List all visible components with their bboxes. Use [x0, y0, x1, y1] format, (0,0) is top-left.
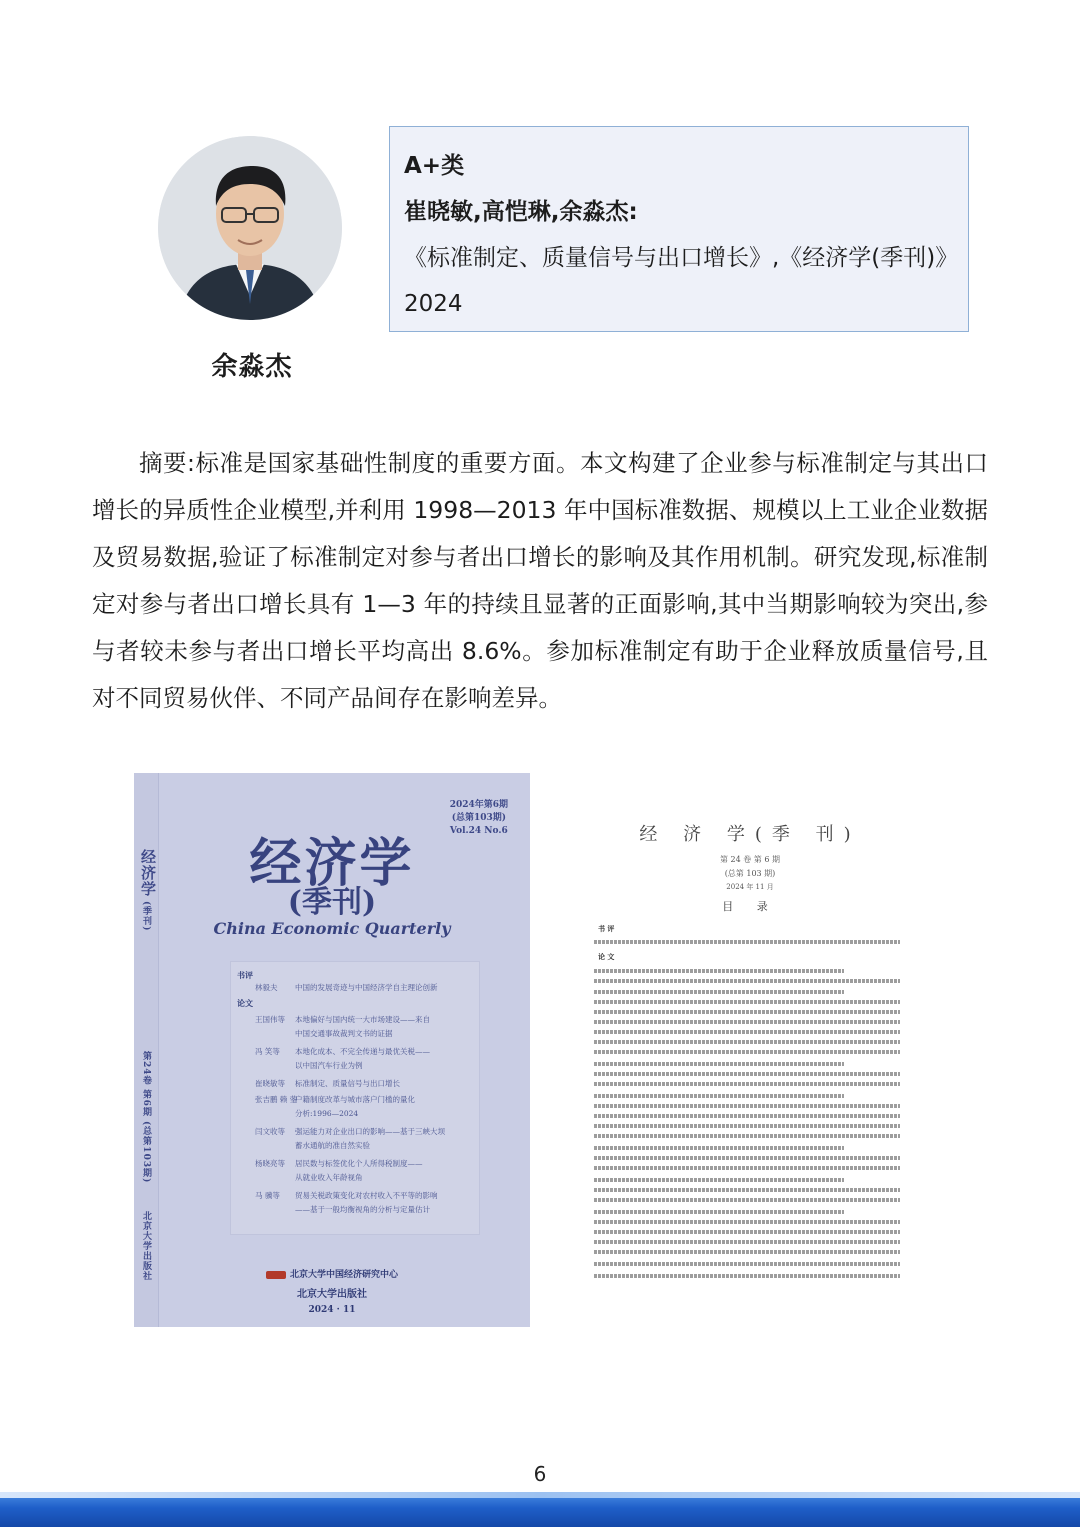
cover-toc-row: 林毅夫 中国的发展奇迹与中国经济学自主理论创新 [255, 983, 438, 992]
toc-entry-line [594, 1250, 900, 1254]
toc-entry-line [594, 1240, 900, 1244]
toc-entry-line [594, 1188, 900, 1192]
paper-publication: 《标准制定、质量信号与出口增长》,《经济学(季刊)》2024 [404, 245, 947, 317]
toc-entry-line [594, 1220, 900, 1224]
toc-entry-line [594, 940, 900, 944]
toc-page-title: 经 济 学(季 刊) [639, 824, 861, 845]
cover-toc-row: 张吉鹏 赖 蓥户籍制度改革与城市落户门槛的量化 [255, 1095, 415, 1104]
author-photo [158, 136, 342, 320]
cover-toc-section-papers: 论文 [237, 998, 253, 1008]
spine-subtitle: (季刊) [141, 901, 151, 932]
toc-entry-line [594, 1166, 900, 1170]
spine-issue: 第24卷 第6期 (总第103期) [141, 1051, 151, 1184]
paper-info-box [389, 126, 969, 332]
cover-date: 2024 · 11 [308, 1305, 356, 1315]
cover-publisher: 北京大学出版社 [297, 1289, 367, 1300]
toc-entry-line [594, 1156, 900, 1160]
paper-category: A+类 [404, 153, 465, 179]
cover-toc-row: 从就业收入年龄视角 [295, 1173, 363, 1182]
issue-line-1: 2024年第6期 [449, 800, 508, 810]
cover-center-name: 北京大学中国经济研究中心 [134, 1267, 530, 1280]
cover-contents [230, 961, 480, 1235]
toc-entry-line [594, 1094, 844, 1098]
spine-title: 经济学 [139, 849, 157, 897]
cover-title: 经济学 [249, 833, 415, 894]
cover-toc-row: 闫文收等 强运能力对企业出口的影响——基于三峡大坝 [255, 1127, 445, 1136]
toc-entry-line [594, 1178, 844, 1182]
toc-entry-line [594, 990, 844, 994]
toc-entry-line [594, 1082, 900, 1086]
toc-page-total: (总第 103 期) [724, 869, 776, 878]
toc-page-volume: 第 24 卷 第 6 期 [720, 855, 780, 864]
cover-toc-row: 蓄水通航的准自然实验 [295, 1141, 370, 1150]
toc-entry-line [594, 1114, 900, 1118]
issue-line-3: Vol.24 No.6 [449, 826, 508, 836]
toc-page [560, 776, 940, 1328]
toc-entry-line [594, 1072, 900, 1076]
toc-entry-line [594, 1274, 900, 1278]
issue-line-2: (总第103期) [451, 813, 506, 823]
toc-entry-line [594, 1124, 900, 1128]
toc-entry-line [594, 1020, 900, 1024]
toc-page-section-papers: 论 文 [598, 952, 615, 961]
center-logo-icon [266, 1271, 286, 1279]
cover-toc-row: 王国伟等 本地偏好与国内统一大市场建设——来自 [255, 1015, 430, 1024]
page-number: 6 [533, 1462, 547, 1486]
author-name: 余淼杰 [211, 352, 293, 382]
toc-entry-line [594, 1000, 900, 1004]
toc-entry-line [594, 1040, 900, 1044]
toc-entry-line [594, 1030, 900, 1034]
toc-entry-line [594, 1210, 844, 1214]
toc-entry-line [594, 1010, 900, 1014]
toc-entry-line [594, 1062, 844, 1066]
paper-authors: 崔晓敏,高恺琳,余淼杰: [404, 199, 638, 225]
cover-toc-row: ——基于一般均衡视角的分析与定量估计 [295, 1205, 430, 1214]
journal-cover [134, 773, 530, 1327]
cover-subtitle: (季刊) [287, 885, 377, 920]
cover-toc-row: 以中国汽车行业为例 [295, 1061, 363, 1070]
cover-toc-row: 冯 笑等 本地化成本、不完全传递与最优关税—— [255, 1047, 430, 1056]
toc-entry-line [594, 979, 900, 983]
toc-page-date: 2024 年 11 月 [726, 883, 774, 891]
cover-toc-row: 中国交通事故裁判文书的证据 [295, 1029, 393, 1038]
cover-toc-row: 马 骥等 贸易关税政策变化对农村收入不平等的影响 [255, 1191, 438, 1200]
cover-english-title: China Economic Quarterly [213, 919, 451, 938]
toc-entry-line [594, 1198, 900, 1202]
cover-toc-row: 分析:1996—2024 [295, 1109, 359, 1118]
toc-entry-line [594, 1146, 844, 1150]
abstract-paragraph: 摘要:标准是国家基础性制度的重要方面。本文构建了企业参与标准制定与其出口增长的异质性企业模型,并利用 1998—2013 年中国标准数据、规模以上工业企业数据及贸易数据,验证了标准制定对参与者出口增长的影响及其作用机制。研究发现,标准制定对参与者出口增长具有 1—3 年的持续且显著的正面影响,其中当期影响较为突出,参与者较未参与者出口增长平均高出 8.6%。参加标准制定有助于企业释放质量信号,且对不同贸易伙伴、不同产品间存在影响差异。 [92, 449, 988, 712]
toc-entry-line [594, 1134, 900, 1138]
footer-bar [0, 1492, 1080, 1527]
cover-toc-row: 杨晓亮等 居民数与标签优化个人所得税制度—— [255, 1159, 423, 1168]
toc-page-heading: 目 录 [722, 900, 778, 913]
toc-entry-line [594, 1104, 900, 1108]
toc-page-section-review: 书 评 [598, 924, 615, 933]
toc-entry-line [594, 1050, 900, 1054]
author-portrait-image [158, 136, 342, 320]
toc-entry-line [594, 1230, 900, 1234]
spine-publisher: 北京大学出版社 [141, 1211, 151, 1281]
cover-toc-row: 崔晓敏等 标准制定、质量信号与出口增长 [255, 1079, 400, 1088]
toc-entry-line [594, 1262, 900, 1266]
cover-toc-section-review: 书评 [237, 970, 253, 980]
toc-entry-line [594, 969, 844, 973]
